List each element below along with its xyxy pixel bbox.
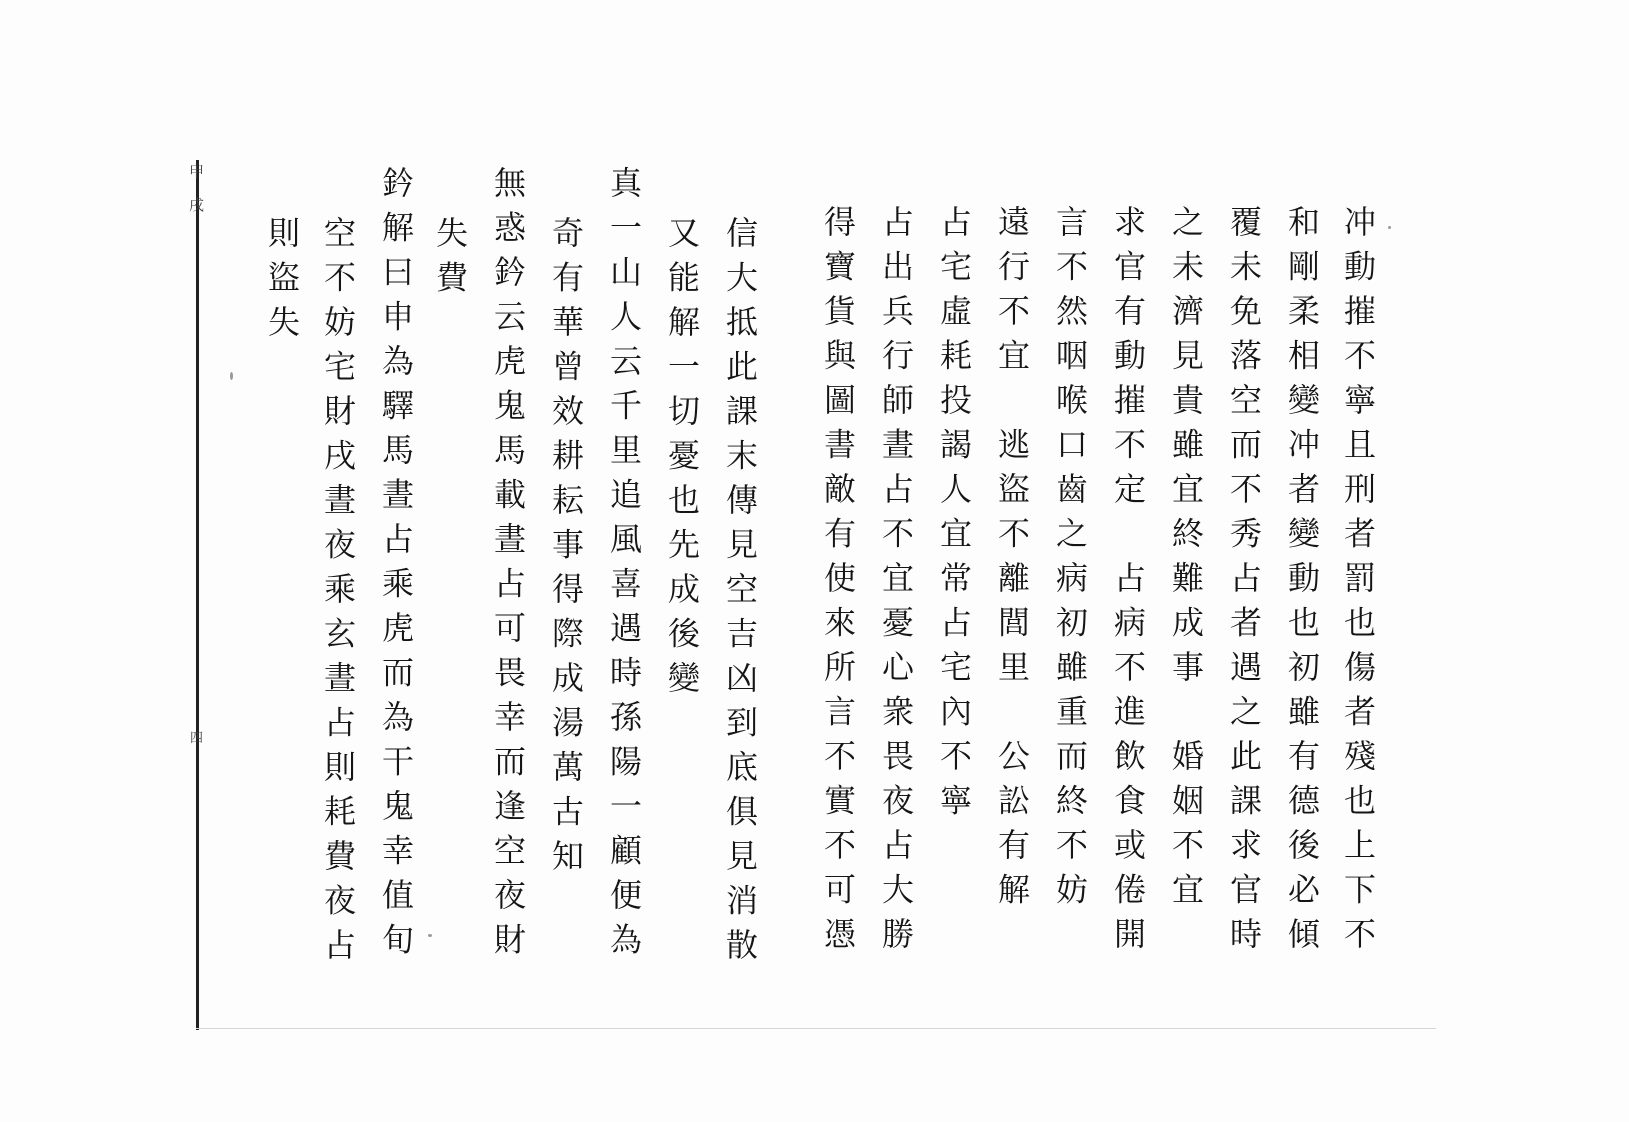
text-column: 又能解一切憂也先成後變 (663, 216, 701, 706)
text-column: 和剛柔相變冲者變動也初雖有德後必傾 (1283, 205, 1321, 962)
text-column: 冲動摧不寧且刑者罰也傷者殘也上下不 (1339, 205, 1377, 962)
text-column: 鈐解曰申為驛馬晝占乘虎而為干鬼幸值旬 (377, 166, 415, 967)
margin-label: 甲戌 (187, 164, 205, 230)
margin-page-number: 四 (190, 731, 204, 746)
text-column: 之未濟見貴雖宜終難成事 婚姻不宜 (1167, 205, 1205, 917)
text-column: 占出兵行師晝占不宜憂心衆畏夜占大勝 (877, 205, 915, 962)
text-column: 言不然咽喉口齒之病初雖重而終不妨 (1051, 205, 1089, 917)
text-column: 求官有動摧不定 占病不進飲食或倦開 (1109, 205, 1147, 962)
text-column: 則盜失 (263, 216, 301, 350)
text-column: 得寶貨與圖書敵有使來所言不實不可憑 (819, 205, 857, 962)
text-column: 占宅虛耗投謁人宜常占宅內不寧 (935, 205, 973, 828)
text-column: 真一山人云千里追風喜遇時孫陽一顧便為 (605, 166, 643, 967)
text-column: 空不妨宅財戌晝夜乘玄晝占則耗費夜占 (319, 216, 357, 973)
text-column: 無惑鈐云虎鬼馬載晝占可畏幸而逢空夜財 (489, 166, 527, 967)
text-column: 失費 (431, 216, 469, 305)
text-column: 覆未免落空而不秀占者遇之此課求官時 (1225, 205, 1263, 962)
text-column: 信大抵此課末傳見空吉凶到底俱見消散 (721, 216, 759, 973)
text-column: 遠行不宜 逃盜不離閭里 公訟有解 (993, 205, 1031, 917)
text-column: 奇有華曾效耕耘事得際成湯萬古知 (547, 216, 585, 884)
